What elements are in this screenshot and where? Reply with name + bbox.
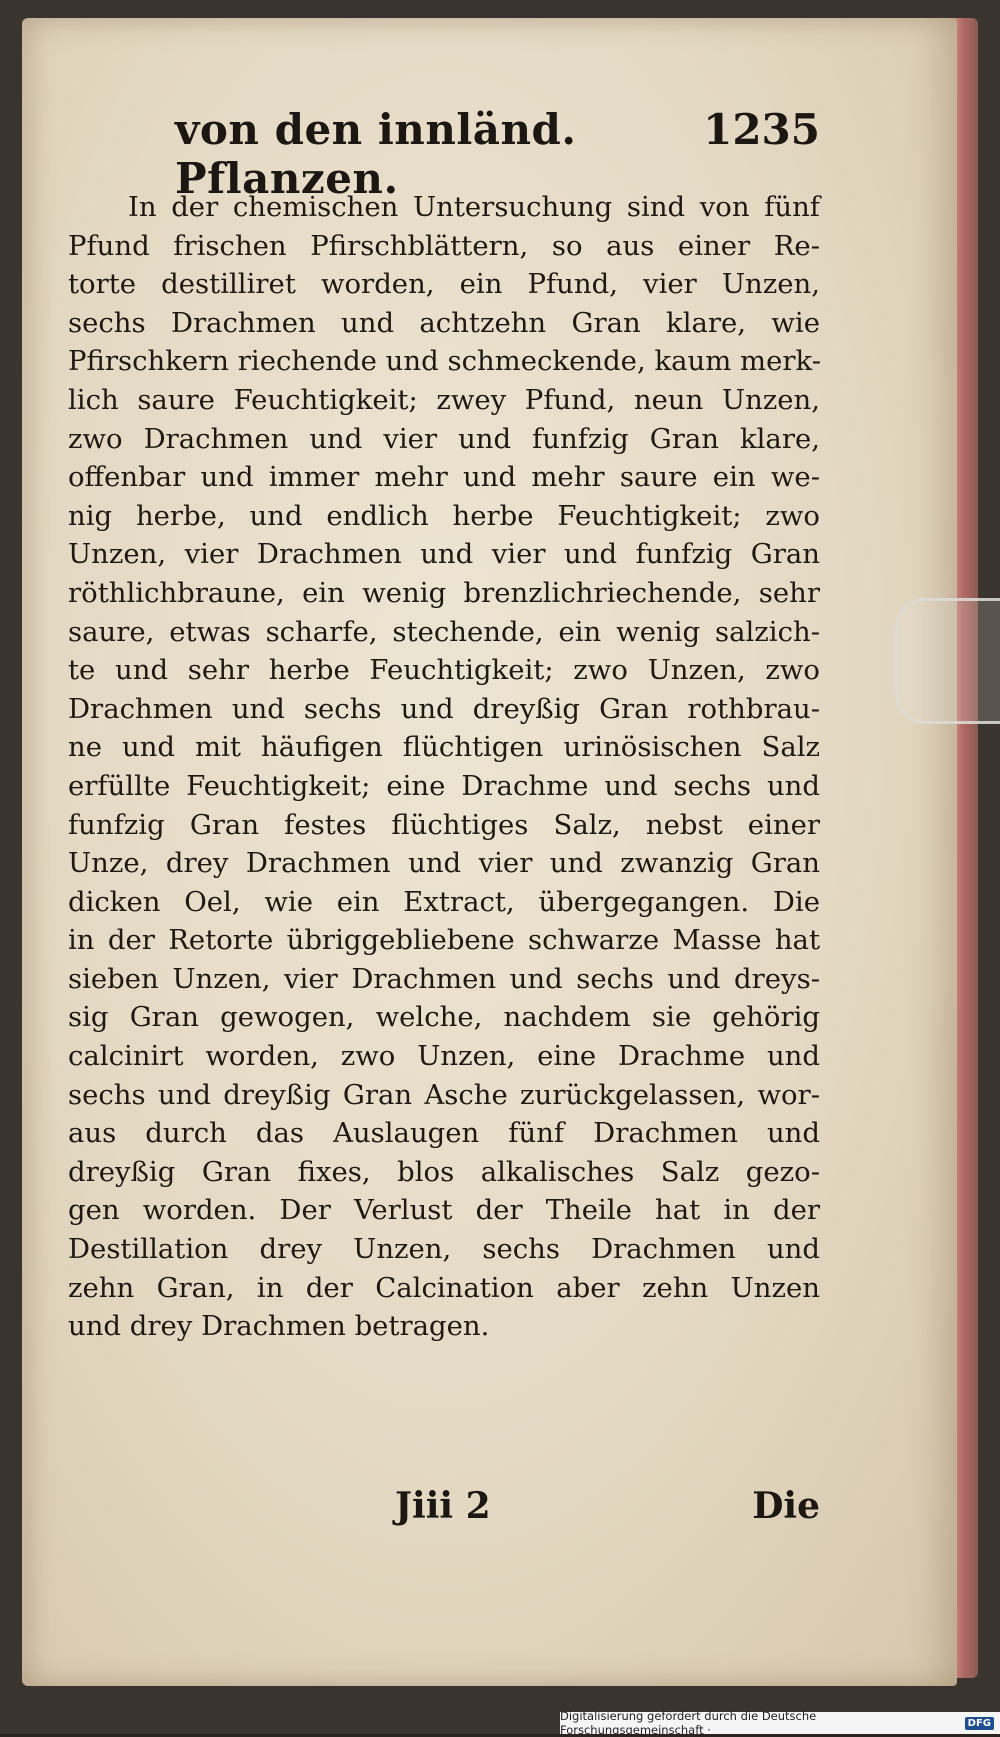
text-line: Destillation drey Unzen, sechs Drachmen und [68, 1233, 820, 1266]
signature-mark: Jiii 2 [395, 1485, 491, 1527]
page-clip [895, 598, 1000, 724]
text-line: Drachmen und sechs und dreyßig Gran rothbrau- [68, 692, 820, 725]
text-line: te und sehr herbe Feuchtigkeit; zwo Unzen, zwo [68, 654, 820, 687]
text-line: röthlichbraune, ein wenig brenzlichriechende, sehr [68, 576, 820, 609]
text-line: in der Retorte übriggebliebene schwarze Masse hat [68, 924, 820, 957]
body-text [68, 188, 820, 1346]
catchword: Die [752, 1485, 820, 1527]
text-line: sig Gran gewogen, welche, nachdem sie gehörig [68, 1001, 820, 1034]
page-number: 1235 [703, 105, 820, 154]
text-line: zwo Drachmen und vier und funfzig Gran klare, [68, 422, 820, 455]
text-line: torte destilliret worden, ein Pfund, vier Unzen, [68, 268, 820, 301]
text-line: saure, etwas scharfe, stechende, ein wenig salzich- [68, 615, 820, 648]
text-line: Unzen, vier Drachmen und vier und funfzig Gran [68, 538, 820, 571]
text-line: sechs und dreyßig Gran Asche zurückgelassen, wor- [68, 1078, 820, 1111]
text-line: Unze, drey Drachmen und vier und zwanzig Gran [68, 847, 820, 880]
text-line: erfüllte Feuchtigkeit; eine Drachme und sechs und [68, 769, 820, 802]
page-footer [395, 1485, 820, 1545]
text-line: dreyßig Gran fixes, blos alkalisches Salz gezo- [68, 1155, 820, 1188]
running-title: von den innländ. Pflanzen. [175, 105, 577, 203]
text-line: dicken Oel, wie ein Extract, übergegangen. Die [68, 885, 820, 918]
text-line: sieben Unzen, vier Drachmen und sechs und dreys- [68, 962, 820, 995]
text-line: offenbar und immer mehr und mehr saure ein we- [68, 461, 820, 494]
text-line: Pfund frischen Pfirschblättern, so aus einer Re- [68, 229, 820, 262]
digitization-credit [560, 1709, 1000, 1737]
text-line: aus durch das Auslaugen fünf Drachmen und [68, 1117, 820, 1150]
text-line: calcinirt worden, zwo Unzen, eine Drachme und [68, 1040, 820, 1073]
text-line: und drey Drachmen betragen. [68, 1310, 490, 1343]
text-line: nig herbe, und endlich herbe Feuchtigkeit; zwo [68, 499, 820, 532]
text-line: Pfirschkern riechende und schmeckende, kaum merk- [68, 345, 822, 378]
text-line: funfzig Gran festes flüchtiges Salz, nebst einer [68, 808, 820, 841]
text-line: lich saure Feuchtigkeit; zwey Pfund, neun Unzen, [68, 383, 820, 416]
text-line: ne und mit häufigen flüchtigen urinösischen Salz [68, 731, 820, 764]
running-header [175, 105, 820, 203]
text-line: sechs Drachmen und achtzehn Gran klare, wie [68, 306, 820, 339]
text-line: In der chemischen Untersuchung sind von fünf [128, 191, 820, 223]
dfg-logo: DFG [965, 1717, 994, 1730]
credit-text: Digitalisierung gefördert durch die Deutsche Forschungsgemeinschaft · [560, 1709, 817, 1737]
text-line: zehn Gran, in der Calcination aber zehn Unzen [68, 1271, 820, 1304]
text-line: gen worden. Der Verlust der Theile hat in der [68, 1194, 820, 1227]
